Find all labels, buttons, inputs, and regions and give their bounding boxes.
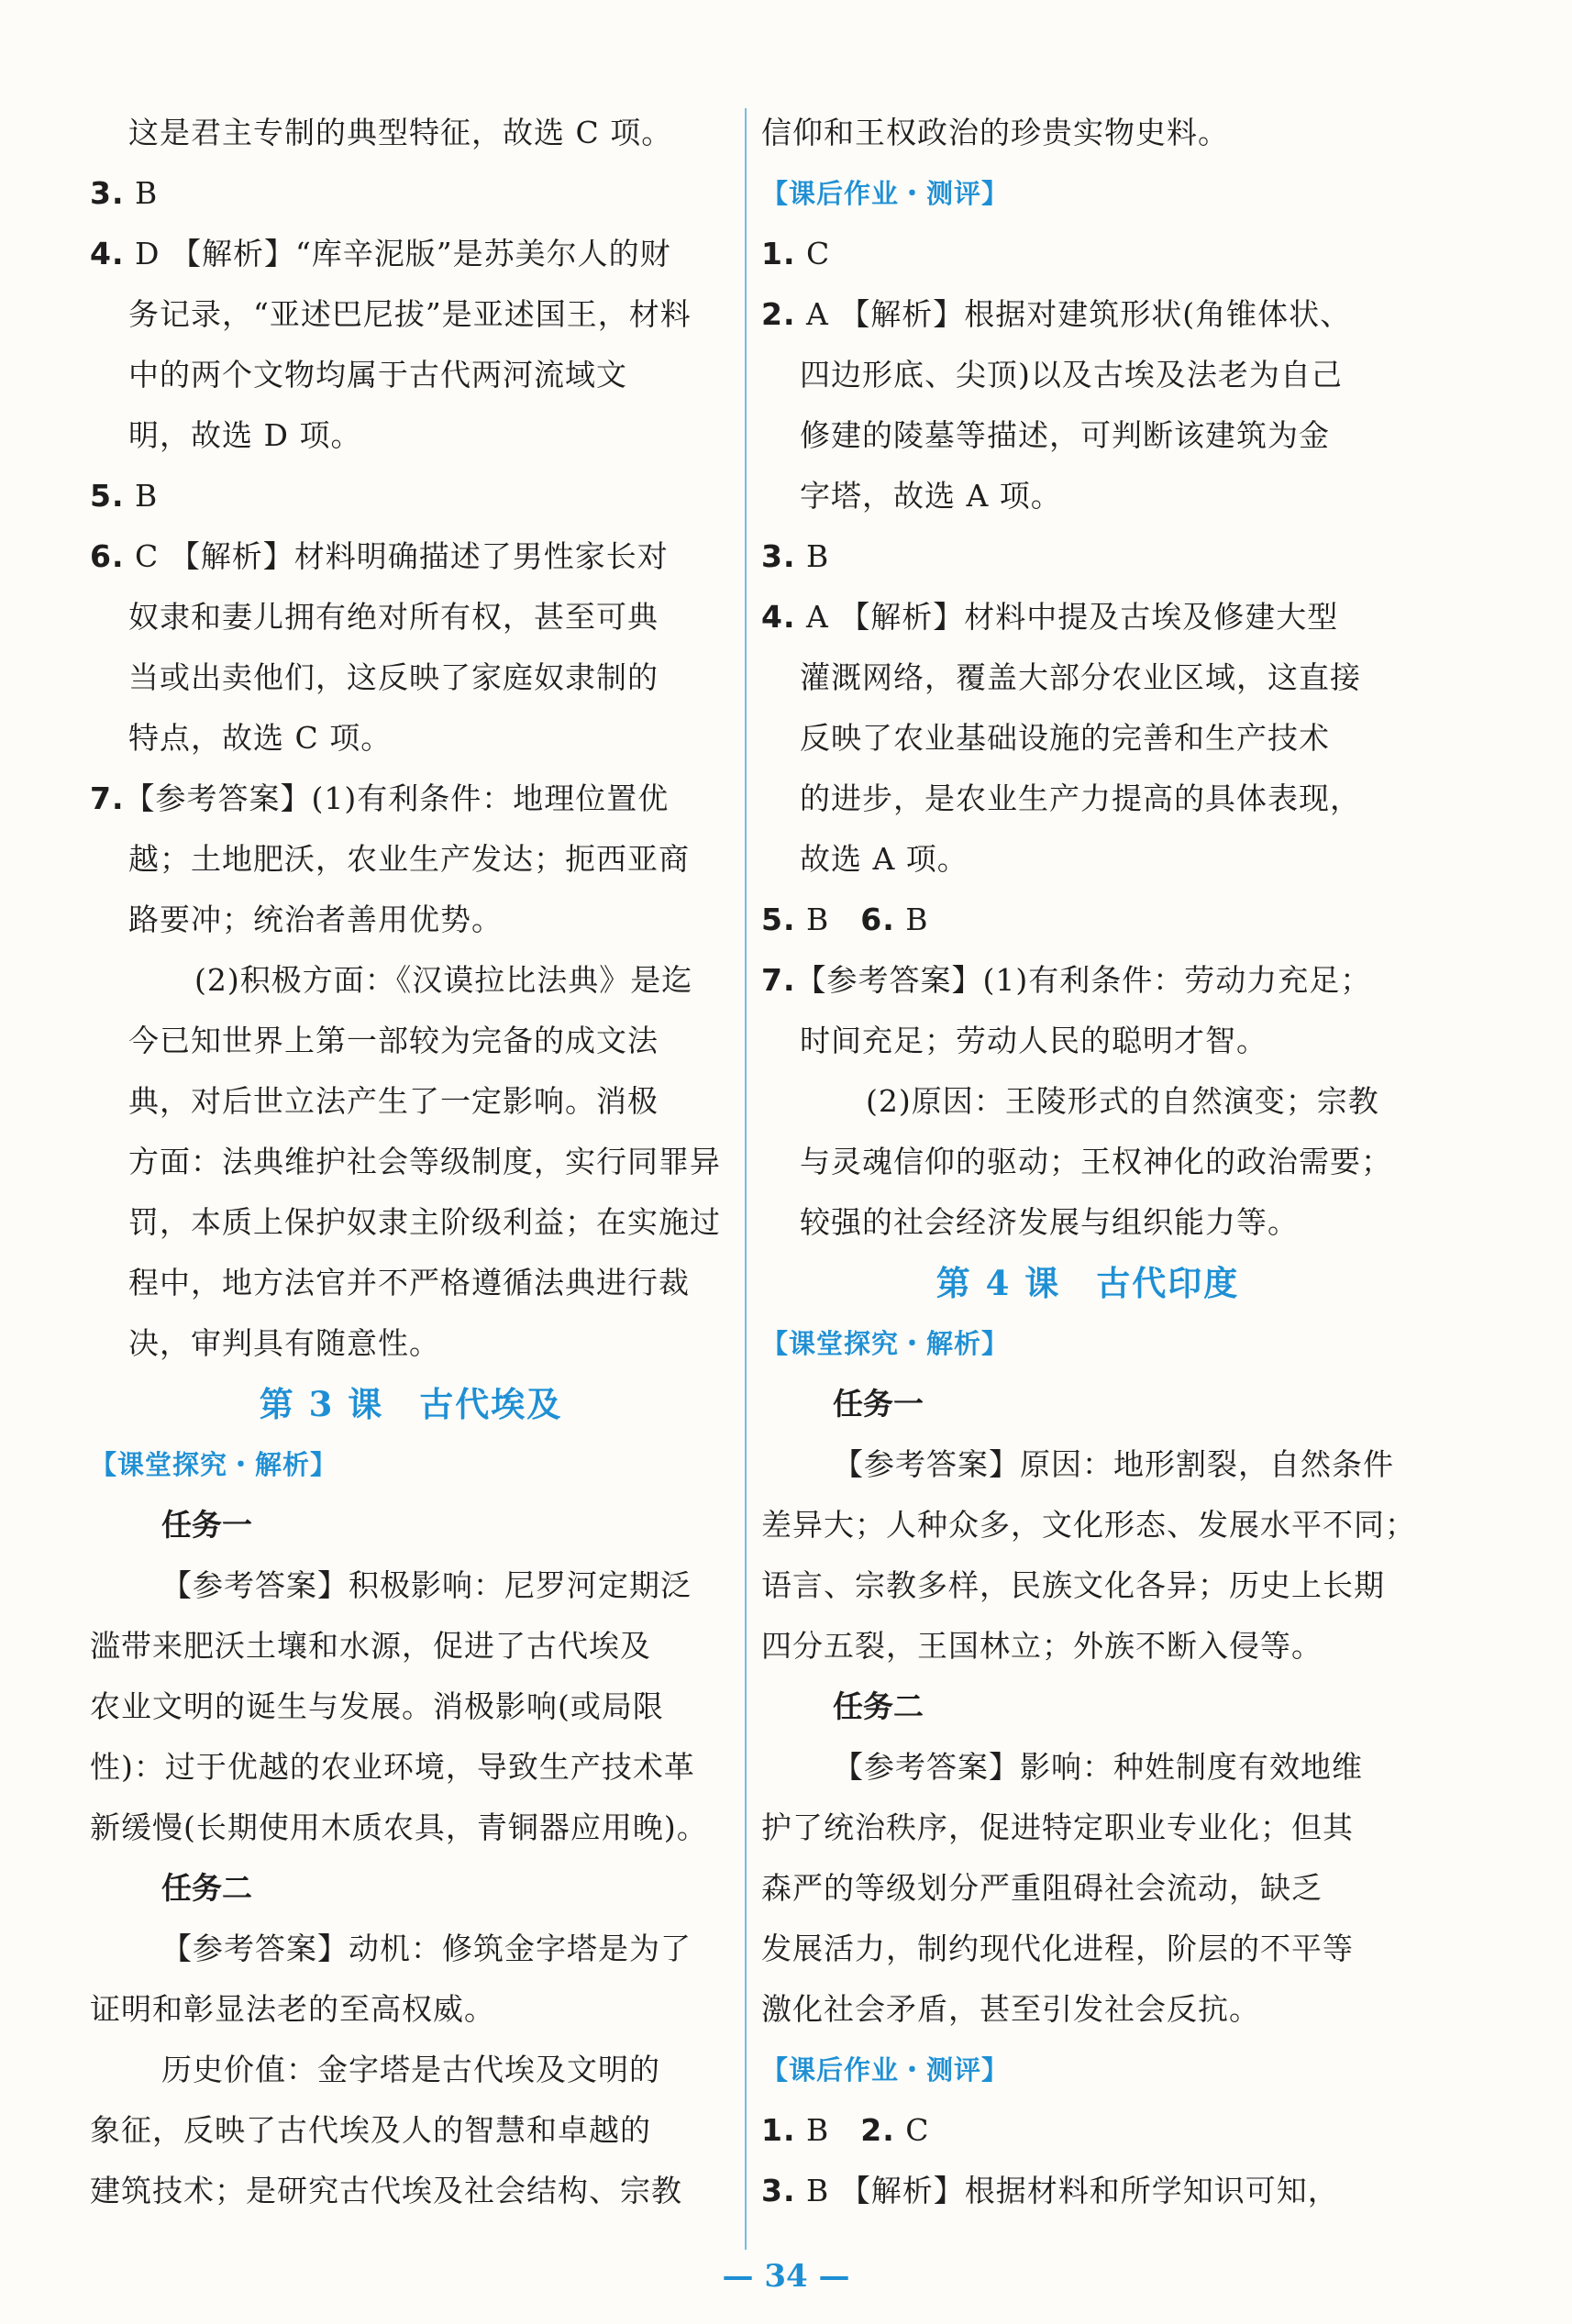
text-line: 奴隶和妻儿拥有绝对所有权，甚至可典 — [128, 599, 659, 635]
item-text: D 【解析】“库辛泥版”是苏美尔人的财 — [124, 236, 671, 271]
item-text: C 【解析】材料明确描述了男性家长对 — [124, 538, 669, 574]
text-line: 较强的社会经济发展与组织能力等。 — [800, 1204, 1299, 1240]
item-text: B — [795, 2112, 861, 2148]
text-line: 故选 A 项。 — [800, 841, 969, 877]
text-line: 语言、宗教多样，民族文化各异；历史上长期 — [761, 1567, 1385, 1603]
item-number: 4. — [761, 599, 796, 635]
item-text: B — [795, 902, 861, 937]
text-line: 中的两个文物均属于古代两河流域文 — [128, 357, 627, 393]
text-line: 今已知世界上第一部较为完备的成文法 — [128, 1023, 659, 1058]
item-number: 1. — [761, 236, 796, 271]
item-number: 2. — [761, 296, 796, 332]
item-number: 1. — [761, 2112, 796, 2148]
item-text: A 【解析】材料中提及古埃及修建大型 — [795, 599, 1339, 635]
lesson-heading: 第 4 课 古代印度 — [935, 1263, 1240, 1303]
item-number: 3. — [761, 538, 796, 574]
text-line: 农业文明的诞生与发展。消极影响(或局限 — [90, 1688, 664, 1724]
text-line: 性)：过于优越的农业环境，导致生产技术革 — [90, 1749, 695, 1785]
text-line: 当或出卖他们，这反映了家庭奴隶制的 — [128, 659, 659, 695]
text-line: 新缓慢(长期使用木质农具，青铜器应用晚)。 — [90, 1809, 708, 1845]
answer-item — [761, 587, 1414, 647]
task-heading: 任务一 — [161, 1507, 252, 1543]
page-number: — 34 — — [722, 2258, 850, 2295]
text-line: 护了统治秩序，促进特定职业专业化；但其 — [761, 1809, 1354, 1845]
item-text: B — [124, 175, 159, 211]
item-text: 【参考答案】(1)有利条件：地理位置优 — [124, 780, 670, 816]
lesson-heading: 第 3 课 古代埃及 — [259, 1384, 563, 1424]
answer-item — [90, 466, 732, 526]
text-line: 历史价值：金字塔是古代埃及文明的 — [161, 2052, 660, 2087]
text-line: 修建的陵墓等描述，可判断该建筑为金 — [800, 417, 1330, 453]
answer-item — [90, 163, 732, 224]
section-label: 【课堂探究・解析】 — [90, 1449, 338, 1480]
item-number: 6. — [860, 902, 895, 937]
text-line: 决，审判具有随意性。 — [128, 1325, 440, 1361]
item-number: 6. — [90, 538, 125, 574]
answer-item — [90, 769, 732, 829]
item-text: B 【解析】根据材料和所学知识可知， — [795, 2173, 1339, 2208]
answer-item — [761, 2100, 1414, 2161]
item-text: C — [894, 2112, 930, 2148]
text-line: 的进步，是农业生产力提高的具体表现， — [800, 780, 1361, 816]
text-line: 灌溉网络，覆盖大部分农业区域，这直接 — [800, 659, 1361, 695]
text-line: 特点，故选 C 项。 — [128, 720, 393, 756]
task-heading: 任务一 — [833, 1386, 924, 1422]
answer-item — [761, 950, 1414, 1011]
text-line: 信仰和王权政治的珍贵实物史料。 — [761, 115, 1229, 150]
item-number: 3. — [90, 175, 125, 211]
text-line: 滥带来肥沃土壤和水源，促进了古代埃及 — [90, 1628, 651, 1664]
text-line: 【参考答案】原因：地形割裂，自然条件 — [833, 1446, 1394, 1482]
item-number: 7. — [761, 962, 796, 998]
item-number: 5. — [90, 478, 125, 514]
answer-item — [761, 2161, 1414, 2221]
section-label: 【课后作业・测评】 — [761, 178, 1010, 209]
text-line: (2)原因：王陵形式的自然演变；宗教 — [866, 1083, 1379, 1119]
text-line: 差异大；人种众多，文化形态、发展水平不同； — [761, 1507, 1416, 1543]
text-line: 反映了农业基础设施的完善和生产技术 — [800, 720, 1330, 756]
section-label: 【课后作业・测评】 — [761, 2054, 1010, 2086]
item-text: C — [795, 236, 831, 271]
text-line: 方面：法典维护社会等级制度，实行同罪异 — [128, 1144, 721, 1179]
section-label: 【课堂探究・解析】 — [761, 1328, 1010, 1359]
text-line: 明，故选 D 项。 — [128, 417, 362, 453]
answer-item — [761, 224, 1414, 284]
text-line: 【参考答案】积极影响：尼罗河定期泛 — [161, 1567, 692, 1603]
item-number: 3. — [761, 2173, 796, 2208]
text-line: 务记录，“亚述巴尼拔”是亚述国王，材料 — [128, 296, 692, 332]
text-line: 程中，地方法官并不严格遵循法典进行裁 — [128, 1265, 690, 1300]
text-line: 发展活力，制约现代化进程，阶层的不平等 — [761, 1931, 1354, 1966]
item-text: B — [795, 538, 830, 574]
text-line: 四分五裂，王国林立；外族不断入侵等。 — [761, 1628, 1323, 1664]
task-heading: 任务二 — [833, 1688, 924, 1724]
text-line: 时间充足；劳动人民的聪明才智。 — [800, 1023, 1268, 1058]
item-text: 【参考答案】(1)有利条件：劳动力充足； — [795, 962, 1372, 998]
answer-item — [90, 526, 732, 587]
item-text: A 【解析】根据对建筑形状(角锥体状、 — [795, 296, 1352, 332]
item-number: 5. — [761, 902, 796, 937]
text-line: 四边形底、尖顶)以及古埃及法老为自己 — [800, 357, 1343, 393]
text-line: 【参考答案】影响：种姓制度有效地维 — [833, 1749, 1363, 1785]
text-line: 建筑技术；是研究古代埃及社会结构、宗教 — [90, 2173, 682, 2208]
item-number: 4. — [90, 236, 125, 271]
answer-item — [761, 526, 1414, 587]
text-line: 【参考答案】动机：修筑金字塔是为了 — [161, 1931, 692, 1966]
column-divider — [745, 108, 747, 2250]
answer-item — [761, 284, 1414, 345]
text-line: 与灵魂信仰的驱动；王权神化的政治需要； — [800, 1144, 1392, 1179]
item-number: 2. — [860, 2112, 895, 2148]
right-column — [761, 103, 1414, 2221]
task-heading: 任务二 — [161, 1870, 252, 1906]
text-line: 越；土地肥沃，农业生产发达；扼西亚商 — [128, 841, 690, 877]
item-text: B — [124, 478, 159, 514]
left-column — [90, 103, 732, 2221]
item-number: 7. — [90, 780, 125, 816]
answer-item — [90, 224, 732, 284]
text-line: 证明和彰显法老的至高权威。 — [90, 1991, 495, 2027]
text-line: 激化社会矛盾，甚至引发社会反抗。 — [761, 1991, 1260, 2027]
text-line: (2)积极方面：《汉谟拉比法典》是迄 — [194, 962, 693, 998]
text-line: 森严的等级划分严重阻碍社会流动，缺乏 — [761, 1870, 1323, 1906]
item-text: B — [894, 902, 929, 937]
text-line: 这是君主专制的典型特征，故选 C 项。 — [128, 115, 673, 150]
text-line: 路要冲；统治者善用优势。 — [128, 902, 503, 937]
answer-item — [761, 890, 1414, 950]
text-line: 字塔，故选 A 项。 — [800, 478, 1062, 514]
text-line: 典，对后世立法产生了一定影响。消极 — [128, 1083, 659, 1119]
text-line: 象征，反映了古代埃及人的智慧和卓越的 — [90, 2112, 651, 2148]
text-line: 罚，本质上保护奴隶主阶级利益；在实施过 — [128, 1204, 721, 1240]
